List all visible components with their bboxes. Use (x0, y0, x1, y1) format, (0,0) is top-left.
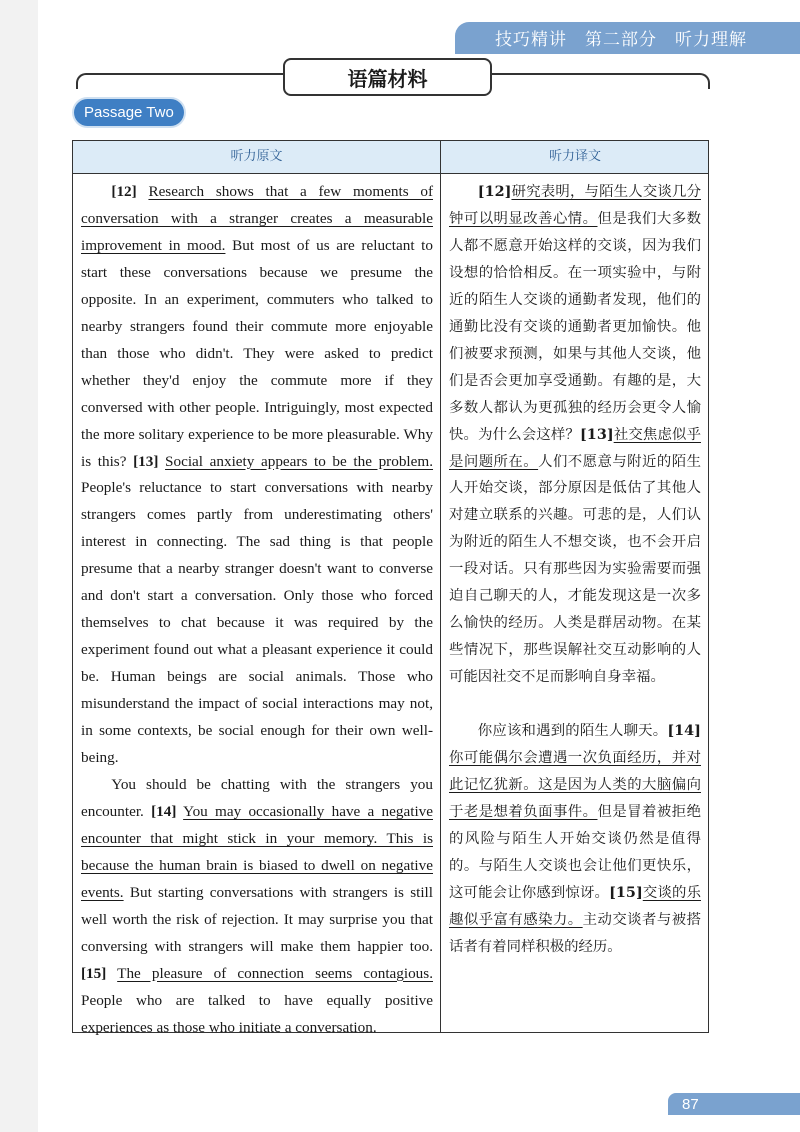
key-sentence-15: 交谈的乐趣似乎富有感染力。 (449, 884, 701, 928)
chinese-text: 你应该和遇到的陌生人聊天。 (477, 723, 668, 740)
chinese-text: 但是冒着被拒绝的风险与陌生人开始交谈仍然是值得的。与陌生人交谈也会让他们更快乐，这可能会让你感到惊讶。 (449, 803, 701, 901)
marker-15: [15] (609, 883, 643, 901)
english-transcript (81, 179, 433, 1042)
key-sentence-14: You may occasionally have a negative encounter that might stick in your memory. This is because the human brain is biased to dwell on negative events. (81, 802, 433, 901)
english-paragraph-2 (81, 772, 433, 1042)
key-sentence-12: 研究表明，与陌生人交谈几分钟可以明显改善心情。 (449, 184, 701, 227)
section-header: 技巧精讲 第二部分 听力理解 (495, 30, 747, 50)
english-text: You should be chatting with the strangers you encounter. (81, 775, 433, 820)
title-rule-left-end (76, 73, 90, 89)
chinese-paragraph-1 (449, 179, 701, 691)
key-sentence-14: 你可能偶尔会遭遇一次负面经历，并对此记忆犹新。这是因为人类的大脑偏向于老是想着负面事件。 (449, 750, 701, 820)
passage-label: Passage Two (74, 99, 184, 126)
chinese-text: 主动交谈者与被搭话者有着同样积极的经历。 (449, 911, 701, 955)
english-text: But most of us are reluctant to start these conversations because we presume the opposite. In an experiment, commuters who talked to nearby strangers found their commute more enjoyable than those who didn't. They were asked to predict whether they'd enjoy the commute more if they conversed with other people. Intriguingly, most expected the more solitary experience to be more pleasurable. Why is this? (81, 236, 434, 470)
english-text: People's reluctance to start conversations with nearby strangers comes partly from underestimating others' interest in connecting. The sad thing is that people presume that a nearby stranger doesn't want to converse and don't start a conversation. Only those who forced themselves to chat because it was required by the experiment found out what a pleasant experience it could be. Human beings are social animals. Those who misunderstand the impact of social interactions may not, in some contexts, be social enough for their own well-being. (81, 479, 433, 767)
english-text: People who are talked to have equally positive experiences as those who initiate a conversation. (81, 991, 433, 1036)
transcript-table (72, 140, 709, 1036)
marker-14: [14] (667, 722, 701, 740)
key-sentence-12: Research shows that a few moments of conversation with a stranger creates a measurable improvement in mood. (81, 183, 434, 254)
table-header (73, 141, 708, 174)
page-number: 87 (668, 1093, 800, 1115)
title-rule-right-end (696, 73, 710, 89)
key-sentence-15: The pleasure of connection seems contagious. (117, 964, 433, 982)
chinese-paragraph-2 (449, 718, 701, 961)
marker-13: [13] (133, 452, 159, 470)
column-header-original: 听力原文 (230, 149, 283, 164)
marker-15: [15] (81, 964, 107, 982)
marker-14: [14] (151, 802, 177, 820)
chinese-translation (449, 179, 701, 961)
english-text: But starting conversations with strangers is still well worth the risk of rejection. It may surprise you that conversing with strangers will make them happier too. (81, 883, 433, 955)
marker-13: [13] (580, 425, 614, 443)
key-sentence-13: Social anxiety appears to be the problem. (165, 452, 434, 470)
english-paragraph-1 (81, 179, 433, 772)
section-title: 语篇材料 (283, 58, 492, 96)
marker-12: [12] (111, 183, 137, 200)
chinese-text: 人们不愿意与附近的陌生人开始交谈，部分原因是低估了其他人对建立联系的兴趣。可悲的是，人们认为附近的陌生人不想交谈，也不会开启一段对话。只有那些因为实验需要而强迫自己聊天的人，才能发现这是一次多么愉快的经历。人类是群居动物。在某些情况下，那些误解社交互动影响的人可能因社交不足而影响自身幸福。 (449, 453, 701, 686)
column-header-translation: 听力译文 (548, 149, 601, 164)
column-divider (440, 141, 441, 1032)
chinese-text: 但是我们大多数人都不愿意开始这样的交谈，因为我们设想的恰恰相反。在一项实验中，与附近的陌生人交谈的通勤者发现，他们的通勤比没有交谈的通勤者更加愉快。他们被要求预测，如果与其他人交谈，他们是否会更加享受通勤。有趣的是，大多数人都认为更孤独的经历会更令人愉快。为什么会这样？ (449, 210, 701, 443)
page-edge-strip (0, 0, 38, 1132)
key-sentence-13: 社交焦虑似乎是问题所在。 (449, 426, 701, 470)
marker-12: [12] (477, 183, 512, 200)
